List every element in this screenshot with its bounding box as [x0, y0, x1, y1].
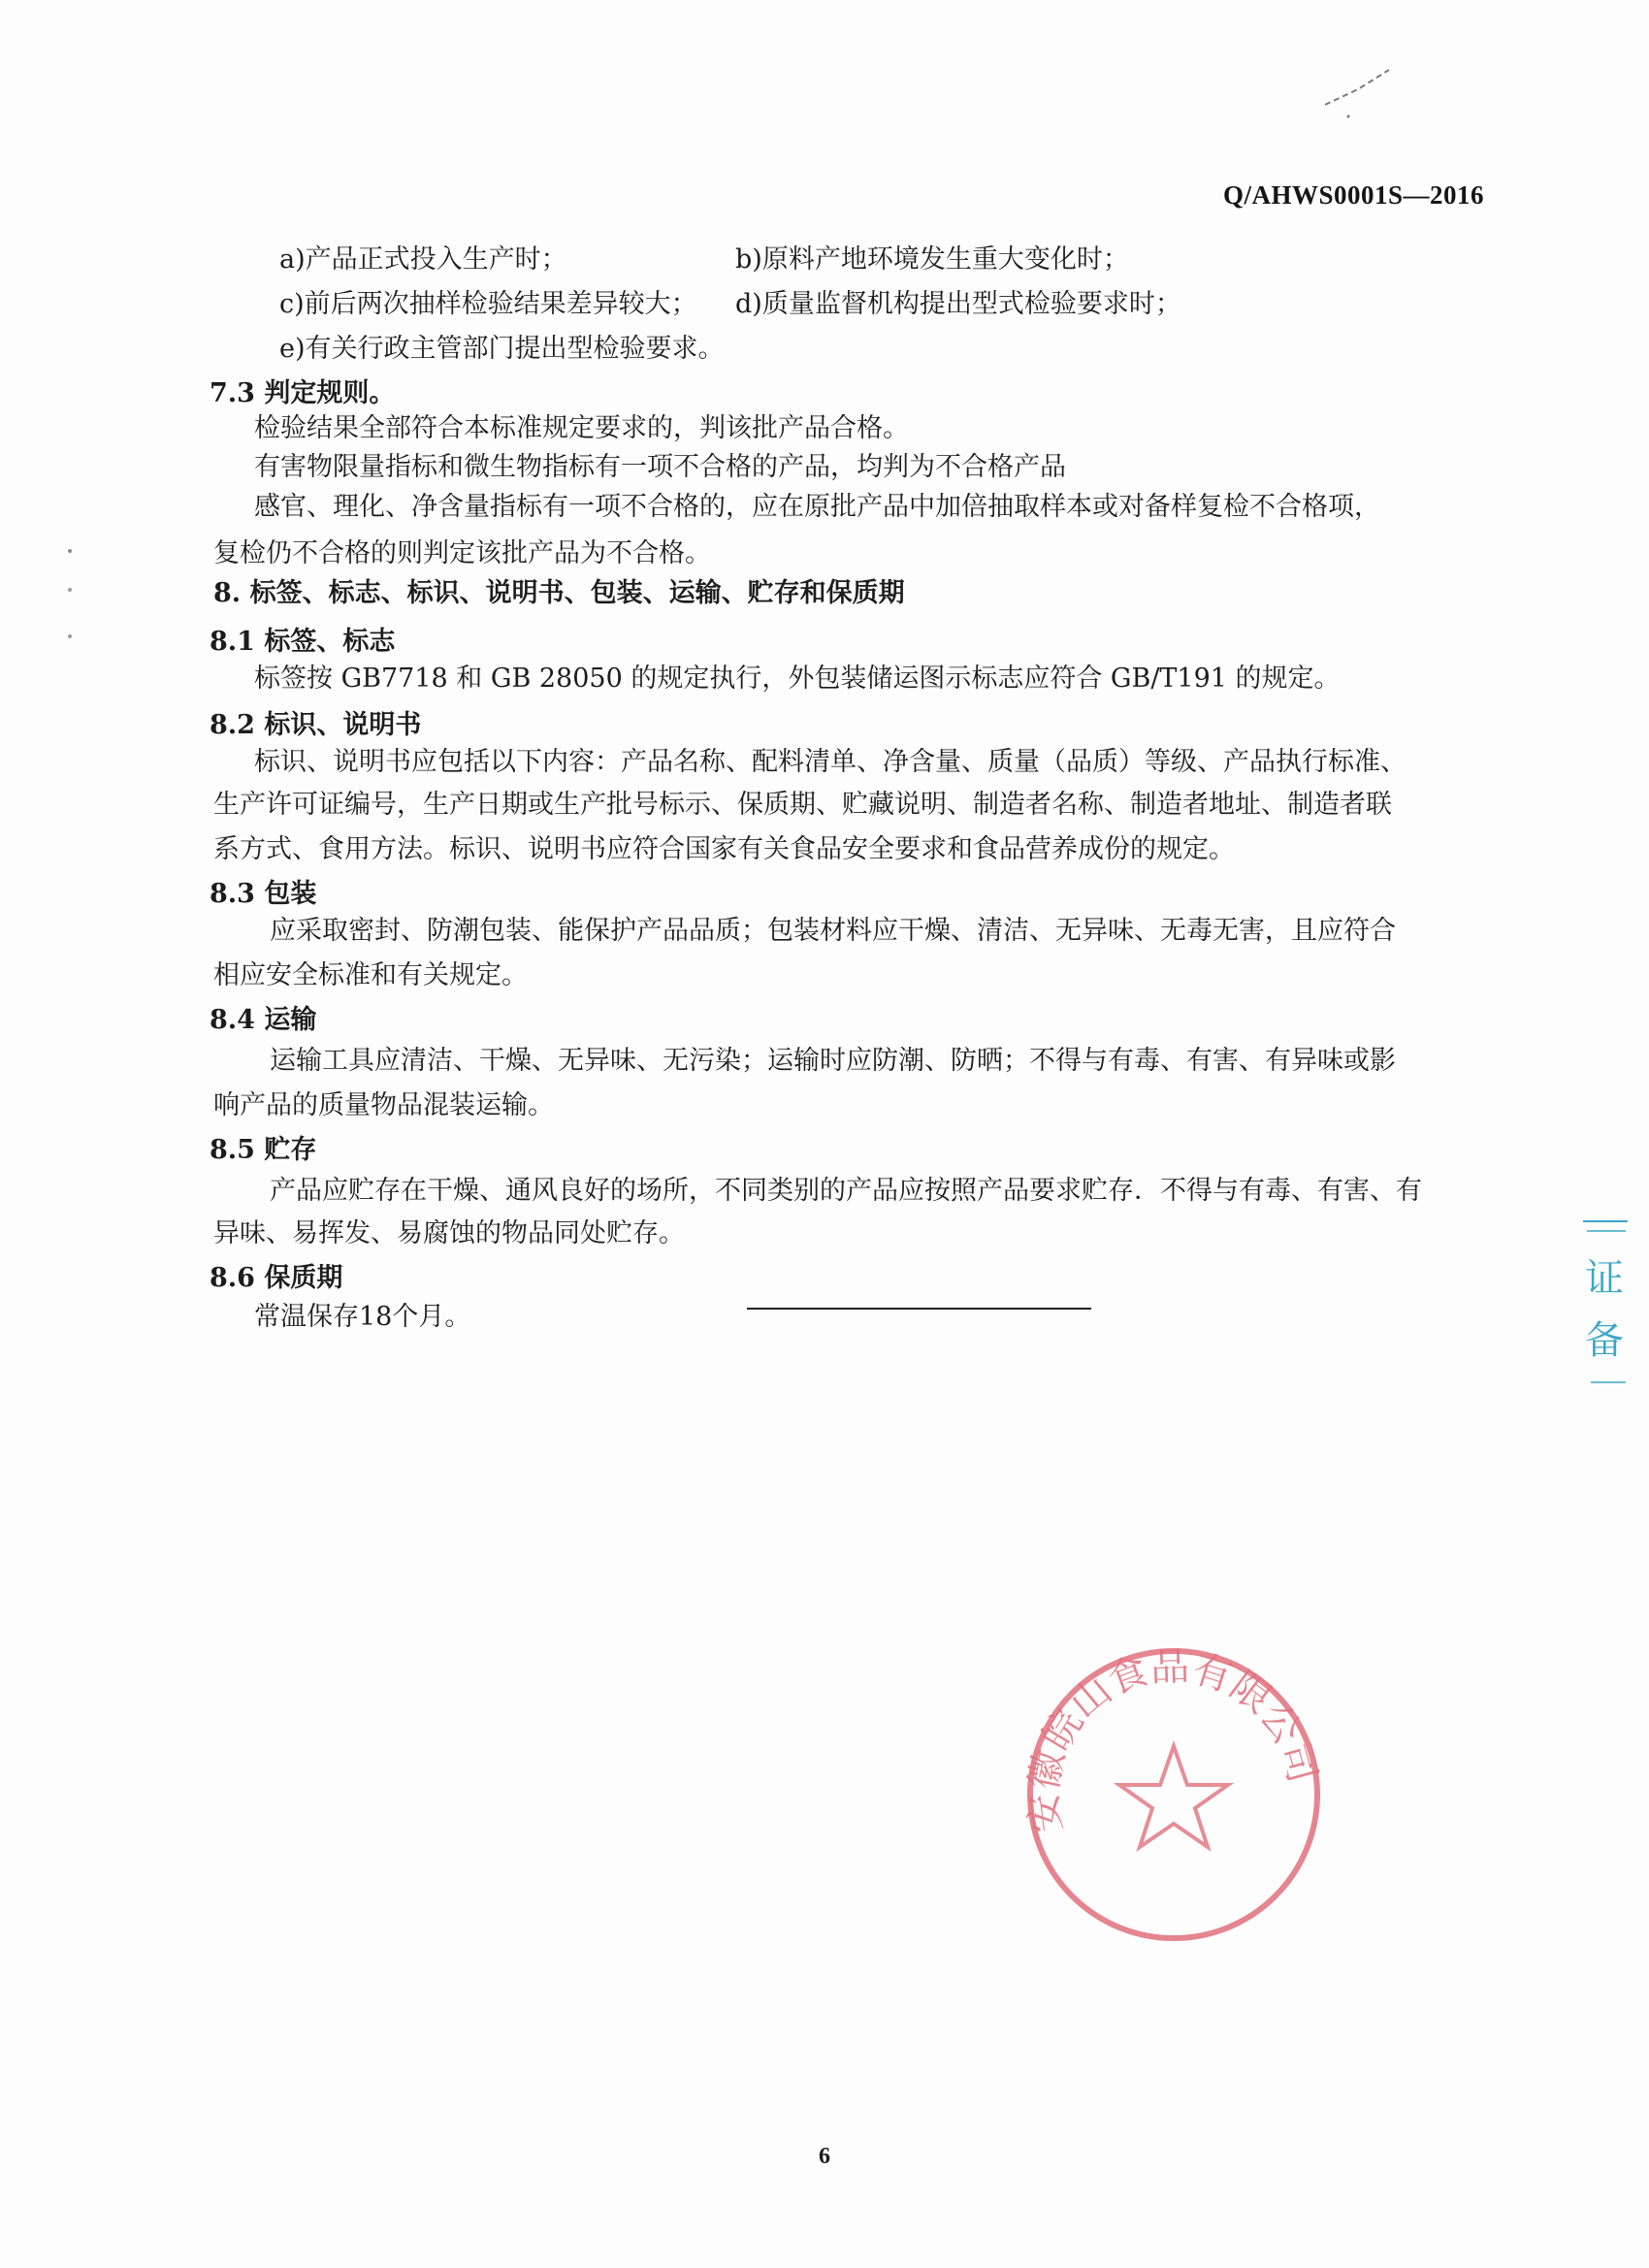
- svg-text:安徽皖山食品有限公司: 安徽皖山食品有限公司: [1020, 1644, 1325, 1835]
- section-8-6-heading: 8.6 保质期: [210, 1263, 343, 1293]
- section-8-1-text: 标签按 GB7718 和 GB 28050 的规定执行，外包装储运图示标志应符合 GB/T191 的规定。: [254, 664, 1341, 694]
- section-7-3-paragraph-3-cont: 复检仍不合格的则判定该批产品为不合格。: [213, 538, 711, 568]
- section-8-6-text: 常温保存18个月。: [254, 1302, 471, 1332]
- list-item-b: b)原料产地环境发生重大变化时；: [735, 244, 1129, 275]
- section-8-2-heading: 8.2 标识、说明书: [210, 710, 422, 740]
- section-7-3-paragraph-1: 检验结果全部符合本标准规定要求的，判该批产品合格。: [254, 413, 909, 443]
- section-8-3-text-line-1: 应采取密封、防潮包装、能保护产品品质；包装材料应干燥、清洁、无异味、无毒无害，且应符合: [270, 916, 1396, 946]
- section-8-heading: 8. 标签、标志、标识、说明书、包装、运输、贮存和保质期: [213, 578, 905, 608]
- list-item-c: c)前后两次抽样检验结果差异较大；: [279, 289, 697, 319]
- scan-artifacts: [62, 543, 81, 660]
- end-of-text-rule: [747, 1308, 1091, 1310]
- section-8-2-text-line-2: 生产许可证编号，生产日期或生产批号标示、保质期、贮藏说明、制造者名称、制造者地址、制造者联: [213, 790, 1392, 820]
- scan-corner-mark: [1319, 58, 1397, 126]
- section-8-3-heading: 8.3 包装: [210, 879, 317, 909]
- list-item-d: d)质量监督机构提出型式检验要求时；: [735, 289, 1181, 319]
- company-seal: [1018, 1639, 1329, 1950]
- section-8-1-heading: 8.1 标签、标志: [210, 627, 396, 657]
- section-8-5-text-line-2: 异味、易挥发、易腐蚀的物品同处贮存。: [213, 1218, 685, 1248]
- section-8-4-text-line-2: 响产品的质量物品混装运输。: [213, 1090, 554, 1120]
- section-8-5-heading: 8.5 贮存: [210, 1135, 317, 1165]
- edge-stamp-fragment: [1581, 1217, 1630, 1392]
- list-item-a: a)产品正式投入生产时；: [279, 244, 567, 275]
- svg-text:证: 证: [1585, 1256, 1624, 1301]
- section-8-4-text-line-1: 运输工具应清洁、干燥、无异味、无污染；运输时应防潮、防晒；不得与有毒、有害、有异味或影: [270, 1046, 1396, 1076]
- list-item-e: e)有关行政主管部门提出型检验要求。: [279, 334, 725, 364]
- section-8-3-text-line-2: 相应安全标准和有关规定。: [213, 960, 528, 990]
- section-7-3-paragraph-2: 有害物限量指标和微生物指标有一项不合格的产品，均判为不合格产品: [254, 452, 1066, 482]
- section-8-2-text-line-3: 系方式、食用方法。标识、说明书应符合国家有关食品安全要求和食品营养成份的规定。: [213, 834, 1235, 864]
- page-number: 6: [819, 2144, 830, 2169]
- section-8-2-text-line-1: 标识、说明书应包括以下内容：产品名称、配料清单、净含量、质量（品质）等级、产品执行标准、: [254, 747, 1406, 777]
- section-8-5-text-line-1: 产品应贮存在干燥、通风良好的场所，不同类别的产品应按照产品要求贮存．不得与有毒、有害、有: [270, 1176, 1422, 1206]
- section-7-3-heading: 7.3 判定规则。: [210, 378, 396, 408]
- standard-code: Q/AHWS0001S—2016: [1222, 180, 1484, 210]
- section-7-3-paragraph-3: 感官、理化、净含量指标有一项不合格的，应在原批产品中加倍抽取样本或对备样复检不合格项，: [254, 492, 1380, 522]
- section-8-4-heading: 8.4 运输: [210, 1005, 317, 1035]
- svg-text:备: 备: [1585, 1318, 1624, 1363]
